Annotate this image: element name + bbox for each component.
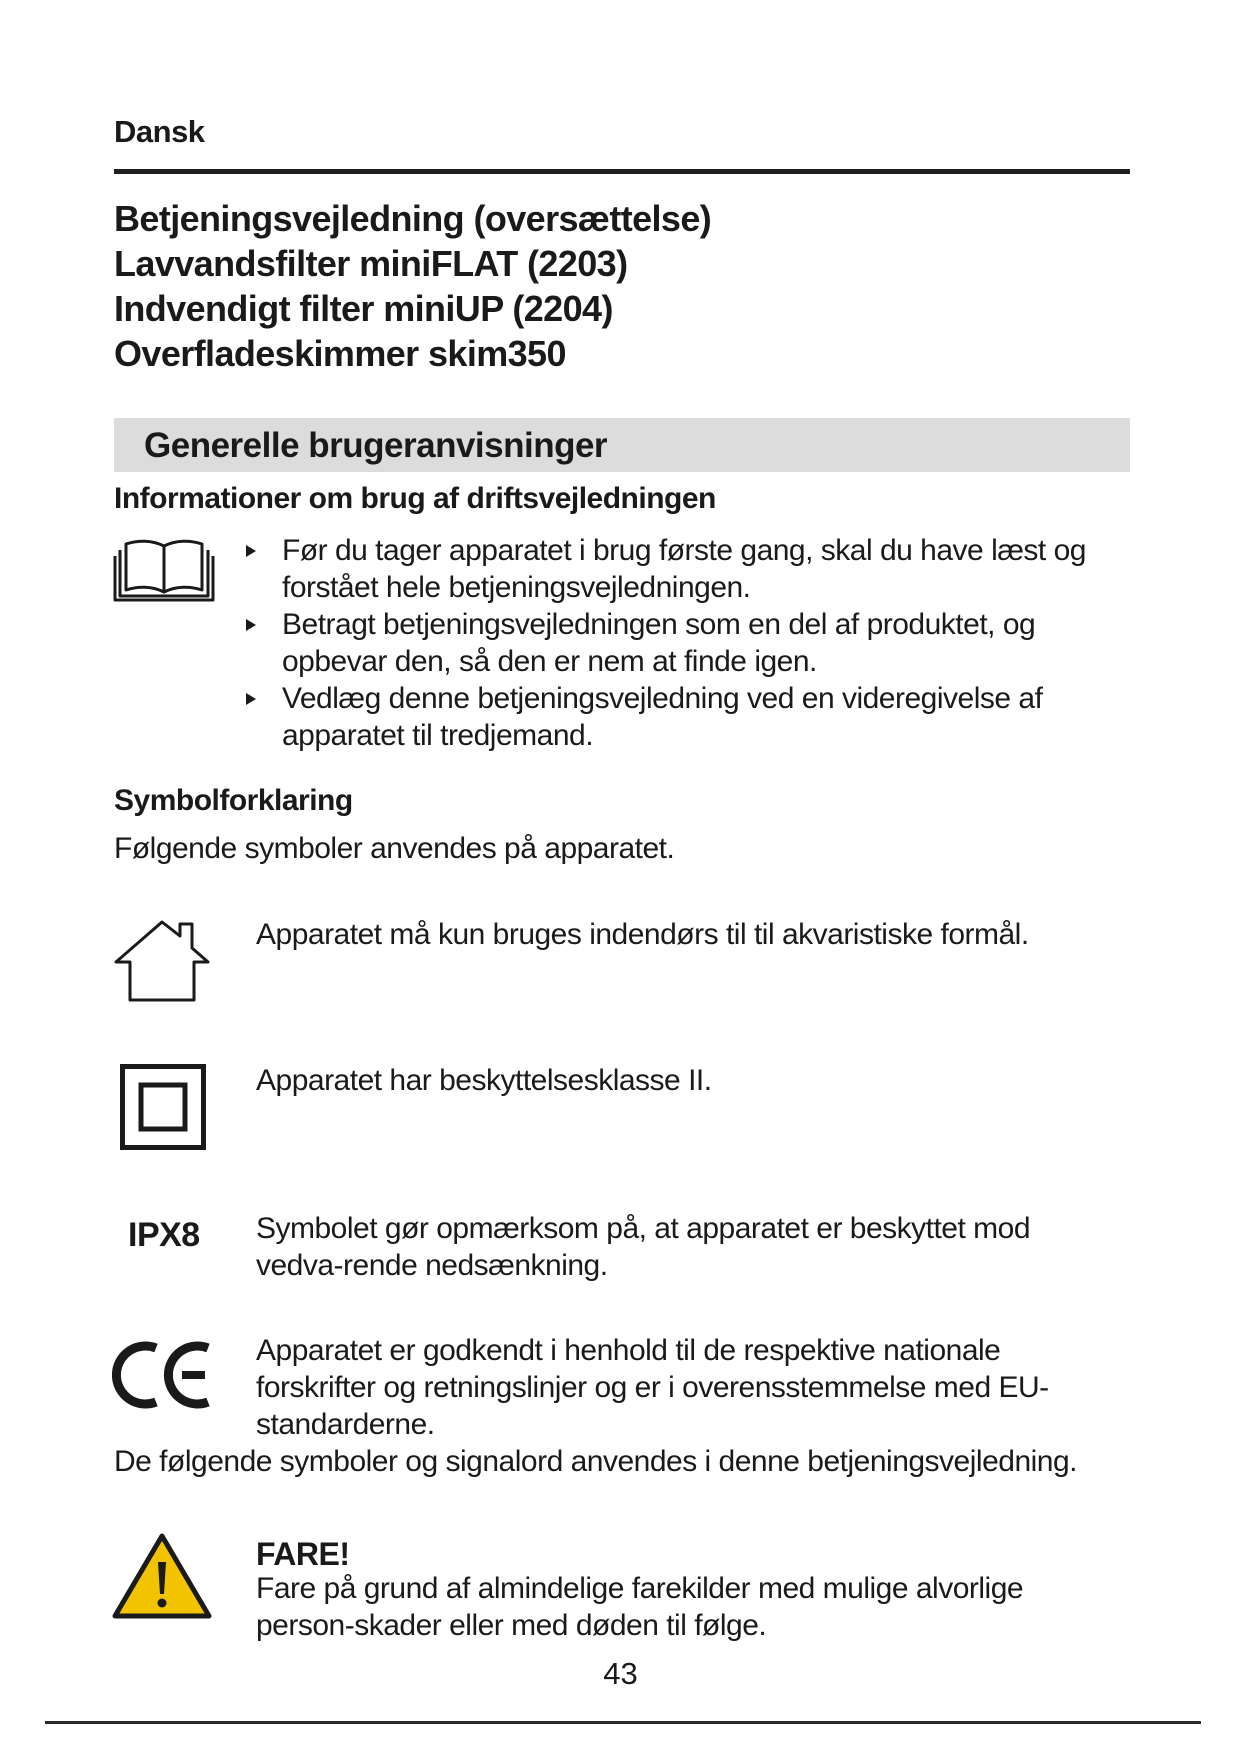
- bullet-text: Før du tager apparatet i brug første gang, skal du have læst og forstået hele betjeningsvejledningen.: [282, 534, 1086, 604]
- list-item: [240, 606, 1140, 680]
- list-item: [240, 680, 1140, 754]
- info-heading: Informationer om brug af driftsvejledningen: [114, 482, 716, 515]
- bullet-arrow-icon: [246, 693, 256, 705]
- protection-class-2-icon: [120, 1064, 206, 1150]
- bullet-text: Betragt betjeningsvejledningen som en del af produktet, og opbevar den, så den er nem at finde igen.: [282, 608, 1036, 678]
- symbol-text-indoor: Apparatet må kun bruges indendørs til til akvaristiske formål.: [256, 918, 1029, 951]
- bullet-arrow-icon: [246, 619, 256, 631]
- header-divider: [114, 169, 1130, 174]
- section-header-bar: [114, 418, 1130, 472]
- danger-text: Fare på grund af almindelige farekilder med mulige alvorlige person-skader eller med døden til følge.: [256, 1572, 1024, 1642]
- bullet-text: Vedlæg denne betjeningsvejledning ved en videregivelse af apparatet til tredjemand.: [282, 682, 1043, 752]
- symbols-heading: Symbolforklaring: [114, 784, 353, 817]
- list-item: [240, 532, 1140, 606]
- ipx8-label: IPX8: [128, 1216, 200, 1254]
- section-title: Generelle brugeranvisninger: [144, 426, 608, 465]
- ce-mark-icon: [112, 1340, 214, 1410]
- symbol-text-ipx8: Symbolet gør opmærksom på, at apparatet er beskyttet mod vedva-rende nedsænkning.: [256, 1212, 1031, 1282]
- symbols-intro: Følgende symboler anvendes på apparatet.: [114, 832, 675, 865]
- symbol-text-class2: Apparatet har beskyttelsesklasse II.: [256, 1064, 712, 1097]
- footer-divider: [45, 1721, 1201, 1724]
- danger-title: FARE!: [256, 1536, 350, 1572]
- title-line-3: Indvendigt filter miniUP (2204): [114, 288, 613, 329]
- title-line-4: Overfladeskimmer skim350: [114, 333, 566, 374]
- title-line-2: Lavvandsfilter miniFLAT (2203): [114, 243, 628, 284]
- language-label: Dansk: [114, 114, 205, 149]
- house-icon: [112, 916, 212, 1004]
- document-titles: [114, 196, 711, 376]
- title-line-1: Betjeningsvejledning (oversættelse): [114, 198, 712, 239]
- bullet-arrow-icon: [246, 545, 256, 557]
- symbol-text-ce: Apparatet er godkendt i henhold til de respektive nationale forskrifter og retningslinjer og er i overensstemmelse med EU-standarderne.: [256, 1334, 1049, 1441]
- warning-triangle-icon: [112, 1532, 212, 1620]
- signal-intro: De følgende symboler og signalord anvendes i denne betjeningsvejledning.: [114, 1445, 1077, 1478]
- page-number: 43: [603, 1656, 638, 1691]
- book-icon: [112, 536, 216, 602]
- info-bullet-list: [240, 532, 1140, 754]
